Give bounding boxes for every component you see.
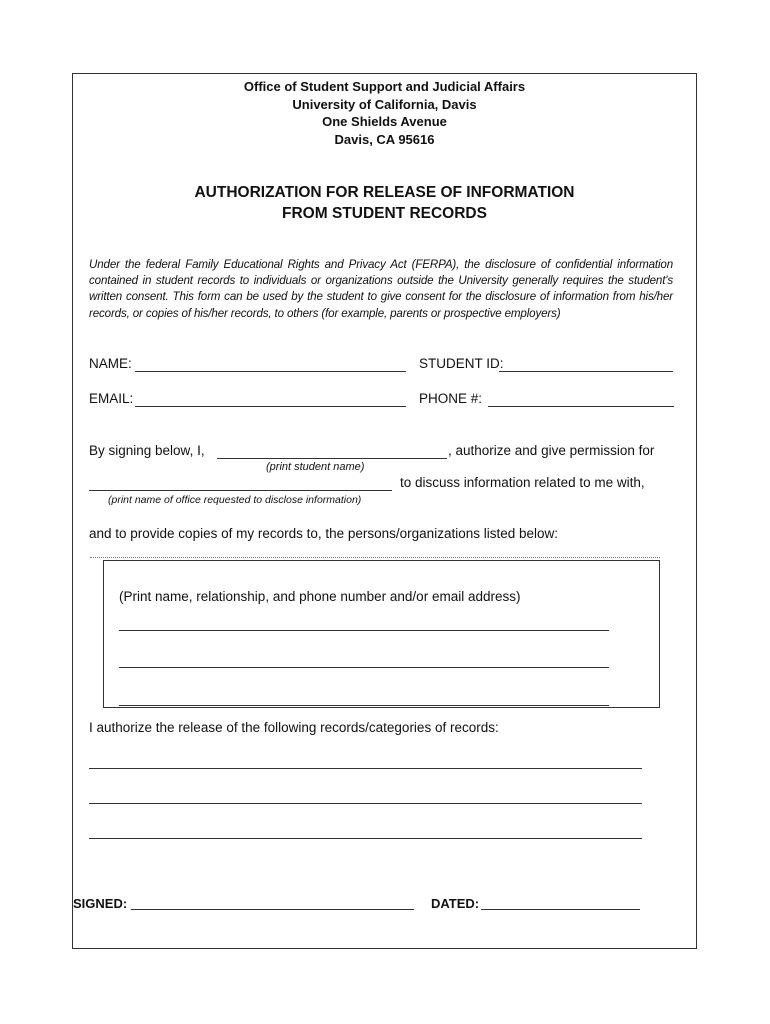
city-state-zip: Davis, CA 95616 [334,131,435,147]
office-name: Office of Student Support and Judicial Affairs [243,79,526,94]
student-id-label: STUDENT ID: [419,356,504,371]
ferpa-intro-paragraph: Under the federal Family Educational Rights and Privacy Act (FERPA), the disclosure of confidential information contained in student records to individuals or organizations outside the University generally requires the student's written consent. This form can be used by the student to give consent for the disclosure of information from his/her records, or copies of his/her records, to others (for example, parents or prospective employers) [89,258,673,320]
name-label: NAME: [89,356,132,371]
student-id-field[interactable] [499,371,673,372]
dated-label: DATED: [431,896,480,911]
records-line-2[interactable] [89,803,642,804]
form-title-line-1: AUTHORIZATION FOR RELEASE OF INFORMATION [194,184,575,201]
office-header [72,78,697,148]
date-field[interactable] [481,909,640,910]
student-name-field[interactable] [217,458,447,459]
recipient-line-2[interactable] [119,667,609,668]
recipients-box [103,560,660,708]
university-name: University of California, Davis [292,96,477,112]
office-name-field[interactable] [89,490,392,491]
email-field[interactable] [135,406,406,407]
authorize-text: , authorize and give permission for [448,443,655,458]
recipient-line-1[interactable] [119,630,609,631]
phone-label: PHONE #: [419,391,483,406]
email-label: EMAIL: [89,391,134,406]
phone-field[interactable] [488,406,674,407]
records-line-1[interactable] [89,768,642,769]
recipients-instructions: (Print name, relationship, and phone number and/or email address) [119,589,521,604]
recipient-line-3[interactable] [119,705,609,706]
print-office-name-hint: (print name of office requested to disclose information) [108,494,362,506]
name-field[interactable] [135,371,406,372]
form-title [72,182,697,224]
to-discuss-text: to discuss information related to me with, [400,475,645,490]
signature-field[interactable] [131,909,414,910]
by-signing-text: By signing below, I, [89,443,205,458]
provide-copies-text: and to provide copies of my records to, the persons/organizations listed below: [89,526,559,541]
signed-label: SIGNED: [73,896,128,911]
print-student-name-hint: (print student name) [266,461,365,473]
street-address: One Shields Avenue [322,114,447,129]
form-title-line-2: FROM STUDENT RECORDS [282,205,487,222]
authorize-release-text: I authorize the release of the following records/categories of records: [89,720,499,735]
section-divider [90,557,660,558]
records-line-3[interactable] [89,838,642,839]
